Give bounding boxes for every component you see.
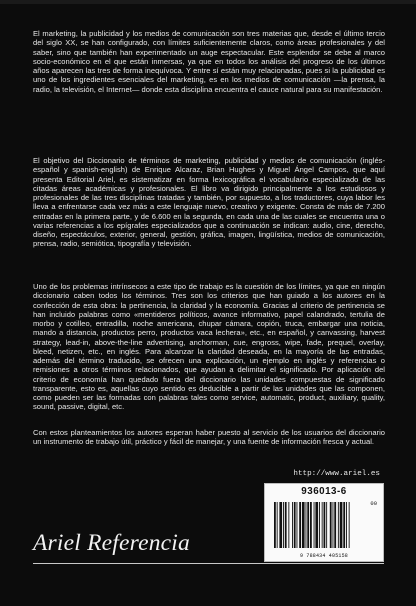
publisher-url[interactable]: http://www.ariel.es [293, 470, 380, 478]
barcode-bar [288, 502, 289, 548]
barcode-bar [283, 502, 284, 548]
barcode-bar [294, 502, 296, 548]
barcode-bar [322, 502, 323, 548]
barcode-bar [285, 502, 287, 548]
barcode-bar [297, 502, 298, 548]
barcode-addon: 00 [370, 500, 377, 507]
barcode-bar [315, 502, 318, 548]
barcode-bar [306, 502, 307, 548]
barcode-bars [274, 502, 376, 550]
barcode-bar [334, 502, 336, 548]
barcode-bar [302, 502, 305, 548]
isbn-full: 9 788434 405158 [299, 553, 348, 559]
barcode-bar [277, 502, 278, 548]
barcode-bar [333, 502, 334, 548]
isbn-short: 936013-6 [301, 486, 347, 497]
barcode-bar [330, 502, 332, 548]
paragraph-intro: El marketing, la publicidad y los medios de comunicación son tres materias que, desde el último tercio del siglo XX, se han configurado, con límites suficientemente claros, como áreas profesionales y del saber, sino que también han experimentado un auge espectacular. Este esplendor se debe al marco socio-económico en el que están inmersas, ya que en todos los análisis del progreso de los últimos años aparecen las tres de forma inequívoca. Y entre sí están muy relacionadas, pues si la publicidad es uno de los ingredientes esenciales del marketing, es en los medios de comunicación —la prensa, la radio, la televisión, el Internet— donde esta disciplina encuentra el cauce natural para su manifestación. [33, 29, 385, 94]
barcode-bar [314, 502, 315, 548]
barcode-bar [307, 502, 309, 548]
barcode-bar [299, 502, 301, 548]
barcode-bar [349, 502, 350, 548]
barcode-bar [326, 502, 327, 548]
barcode-bar [338, 502, 339, 548]
barcode-bar [324, 502, 326, 548]
barcode-bar [310, 502, 312, 548]
barcode-bar [292, 502, 293, 548]
barcode [264, 483, 384, 562]
brand-title: Ariel Referencia [33, 530, 190, 556]
divider [33, 563, 384, 564]
paragraph-objective: El objetivo del Diccionario de términos de marketing, publicidad y medios de comunicación (inglés-español y spanish-english) de Enrique Alcaraz, Brian Hughes y Miguel Ángel Campos, que aquí presenta Editorial Ariel, es sistematizar en forma lexicográfica el vocabulario especializado de las citadas áreas académicas y profesionales. El libro va dirigido principalmente a los estudiosos y profesionales de las tres disciplinas tratadas y también, por supuesto, a los traductores, cuya labor les lleva a enfrentarse cada vez más a este lenguaje nuevo, creativo y exigente. Consta de más de 7.200 entradas en la primera parte, y de 6.600 en la segunda, en cada una de las cuales se encuentra una o varias referencias a los epígrafes especializados que a continuación se indican: audio, cine, derecho, diseño, espectáculos, exterior, general, gestión, gráfica, imagen, lingüística, medios de comunicación, prensa, radio, semiótica, tipografía y televisión. [33, 156, 385, 249]
paragraph-criteria: Uno de los problemas intrínsecos a este tipo de trabajo es la cuestión de los límites, ya que en ningún diccionario caben todos los términos. Tres son los criterios que han guiado a los autores en la confección de esta obra: la pertinencia, la claridad y la economía. Gracias al criterio de pertinencia se han incluido palabras como «mentideros políticos, avance informativo, papel calandrado, tertulia de morbo y cotilleo, entradilla, noche americana, chupar cámara, copión, truca, embargar una noticia, mando a distancia, productos perro, productos vaca lechera», etc., en español, y canvassing, harvest strategy, lead-in, above-the-line advertising, anchorman, cue, engross, wipe, fade, prequel, overlay, bleed, netizen, etc., en inglés. Para alcanzar la claridad deseada, en la mayoría de las entradas, además del término traducido, se ofrecen una explicación, un ejemplo en inglés y referencias o remisiones a otros términos relacionados, que ayudan a delimitar el significado. Por aplicación del criterio de economía han quedado fuera del diccionario las unidades compuestas de significado transparente, esto es, aquellas cuyo sentido es deducible a partir de las unidades que las componen, como pueden ser las formadas con palabras tales como service, automatic, product, auxiliary, quality, sound, passive, digital, etc. [33, 282, 385, 412]
barcode-bar [274, 502, 276, 548]
barcode-bar [343, 502, 345, 548]
barcode-bar [319, 502, 320, 548]
barcode-bar [346, 502, 347, 548]
top-edge [0, 0, 416, 4]
paragraph-conclusion: Con estos planteamientos los autores esperan haber puesto al servicio de los usuarios del diccionario un instrumento de trabajo útil, práctico y fácil de manejar, y una fuente de información fresca y actual. [33, 428, 385, 447]
barcode-bar [279, 502, 282, 548]
barcode-bar [340, 502, 343, 548]
